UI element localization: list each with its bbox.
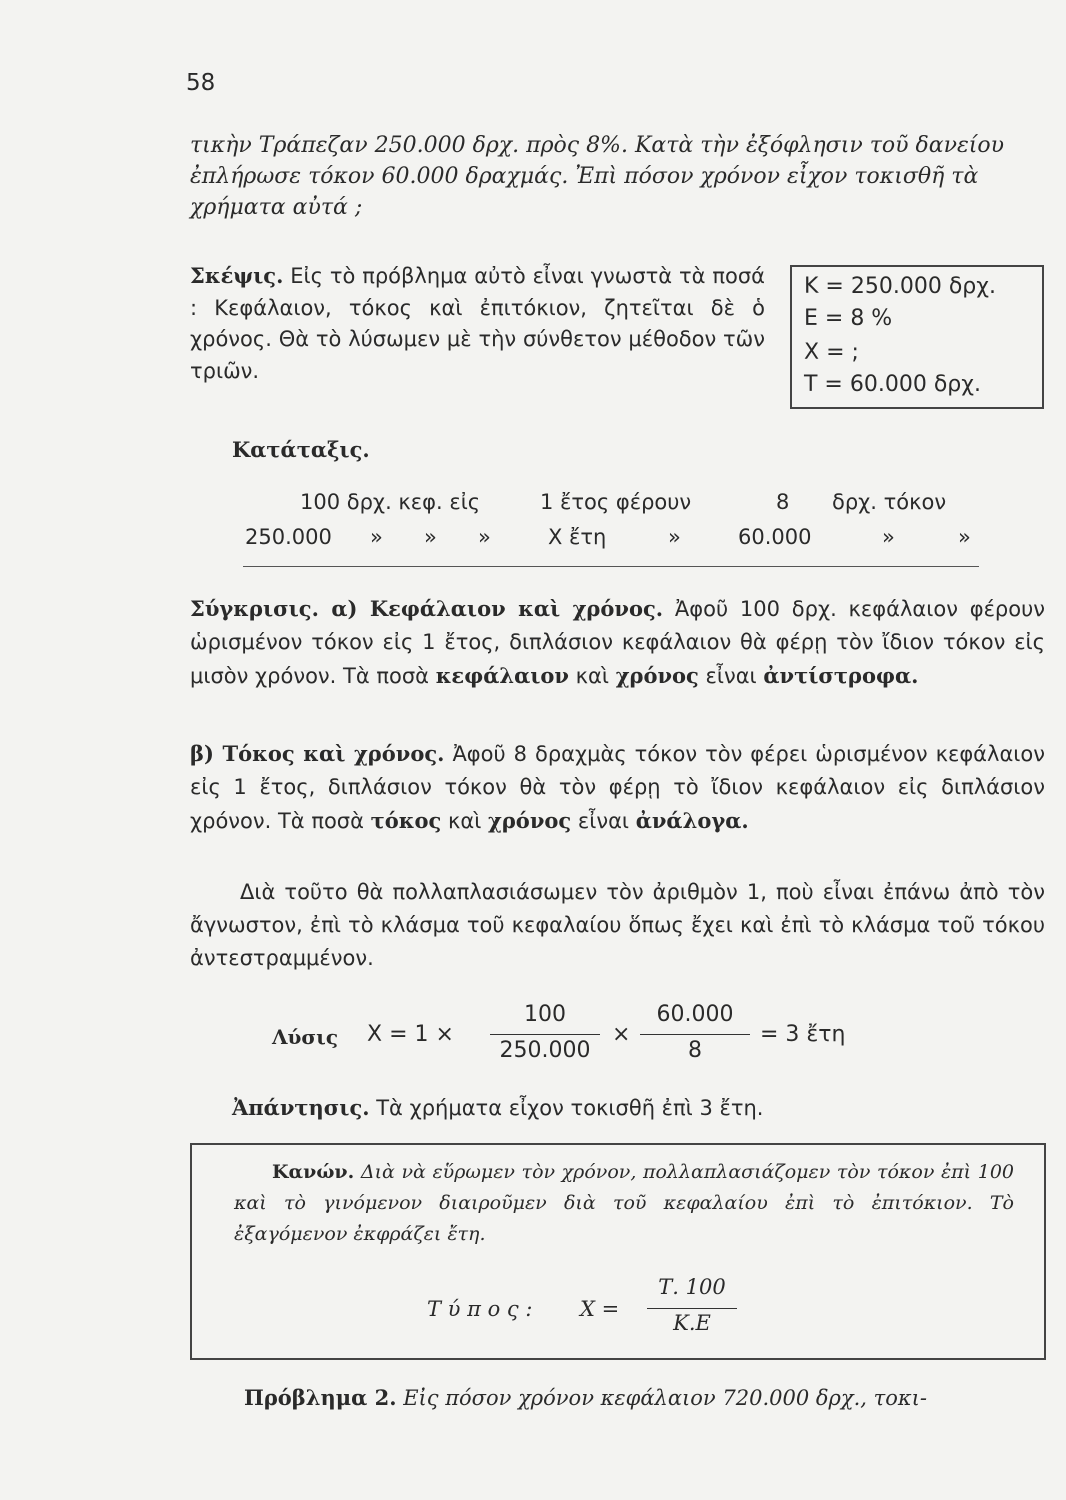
arrangement-row2-col4: » <box>478 525 491 549</box>
arrangement-row1-col3: 8 <box>776 490 790 514</box>
comparison-a-term1: κεφάλαιον <box>435 663 569 688</box>
comparison-b-paragraph <box>190 737 1045 838</box>
given-values-box <box>790 265 1044 409</box>
thinking-text: Εἰς τὸ πρόβλημα αὐτὸ εἶναι γνωστὰ τὰ ποσά : Κεφάλαιον, τόκος καὶ ἐπιτόκιον, ζητεῖται δὲ ὁ χρόνος. Θὰ τὸ λύσωμεν μὲ τὴν σύνθετον μέθοδον τῶν τριῶν. <box>190 264 765 383</box>
comparison-a-text: Ἀφοῦ 100 δρχ. κεφάλαιον φέρουν ὡρισμένον τόκον εἰς 1 ἔτος, διπλάσιον κεφάλαιον θὰ φέρῃ τὸν ἴδιον τόκον εἰς μισὸν χρόνον. Τὰ ποσὰ <box>190 597 1045 688</box>
arrangement-row2-col6: » <box>668 525 681 549</box>
formula-bar <box>647 1308 737 1309</box>
thinking-label: Σκέψις. <box>190 263 284 288</box>
rule-label: Κανών. <box>272 1161 355 1183</box>
comparison-a-term2: χρόνος <box>615 663 699 688</box>
arrangement-row2-col7: 60.000 <box>738 525 812 549</box>
answer-line <box>232 1095 763 1120</box>
formula-denominator: Κ.Ε <box>673 1311 711 1335</box>
arrangement-row2-col9: » <box>958 525 971 549</box>
arrangement-row1-col1: 100 δρχ. κεφ. εἰς <box>300 490 481 514</box>
comparison-a-conclusion: ἀντίστροφα. <box>763 663 919 688</box>
fraction1-numerator: 100 <box>524 1002 566 1027</box>
solution-result: = 3 ἔτη <box>760 1022 846 1047</box>
fraction2-denominator: 8 <box>688 1038 702 1063</box>
problem-continuation: τικὴν Τράπεζαν 250.000 δρχ. πρὸς 8%. Κατὰ τὴν ἐξόφλησιν τοῦ δανείου ἐπλήρωσε τόκον 60.000 δραχμάς. Ἐπὶ πόσον χρόνον εἶχον τοκισθῆ τὰ χρήματα αὐτά ; <box>190 133 1004 220</box>
arrangement-row2-col2: » <box>370 525 383 549</box>
given-capital: Κ = 250.000 δρχ. <box>804 274 996 299</box>
comparison-b-term1: τόκος <box>370 808 442 833</box>
arrangement-divider <box>243 566 979 567</box>
arrangement-row2-col8: » <box>882 525 895 549</box>
fraction1-denominator: 250.000 <box>499 1038 591 1063</box>
method-paragraph: Διὰ τοῦτο θὰ πολλαπλασιάσωμεν τὸν ἀριθμὸν 1, ποὺ εἶναι ἐπάνω ἀπὸ τὸν ἄγνωστον, ἐπὶ τὸ κλάσμα τοῦ κεφαλαίου ὅπως ἔχει καὶ ἐπὶ τὸ κλάσμα τοῦ τόκου ἀντεστραμμένον. <box>190 880 1045 970</box>
comparison-b-and: καὶ <box>448 809 482 833</box>
comparison-b-term2: χρόνος <box>488 808 572 833</box>
comparison-a-label: Σύγκρισις. α) Κεφάλαιον καὶ χρόνος. <box>190 596 664 621</box>
rule-text: Διὰ νὰ εὕρωμεν τὸν χρόνον, πολλαπλασιάζομεν τὸν τόκον ἐπὶ 100 καὶ τὸ γινόμενον διαιροῦμεν διὰ τοῦ κεφαλαίου ἐπὶ τὸ ἐπιτόκιον. Τὸ ἐξαγόμενον ἐκφράζει ἔτη. <box>234 1161 1014 1245</box>
comparison-b-conclusion: ἀνάλογα. <box>635 808 749 833</box>
comparison-a-are: εἶναι <box>705 664 757 688</box>
next-problem-line <box>244 1385 927 1410</box>
arrangement-row1-col4: δρχ. τόκον <box>832 490 947 514</box>
answer-text: Τὰ χρήματα εἶχον τοκισθῆ ἐπὶ 3 ἔτη. <box>376 1096 764 1120</box>
solution-label: Λύσις <box>272 1025 338 1049</box>
solution-times: × <box>612 1022 631 1047</box>
comparison-b-are: εἶναι <box>577 809 630 833</box>
thinking-paragraph <box>190 260 765 387</box>
comparison-b-label: β) Τόκος καὶ χρόνος. <box>190 741 445 766</box>
given-rate: Ε = 8 % <box>804 306 893 331</box>
comparison-a-paragraph <box>190 592 1045 693</box>
fraction2-numerator: 60.000 <box>656 1002 734 1027</box>
arrangement-row2-col1: 250.000 <box>245 525 332 549</box>
next-problem-text: Εἰς πόσον χρόνον κεφάλαιον 720.000 δρχ., τοκι- <box>403 1386 927 1410</box>
next-problem-label: Πρόβλημα 2. <box>244 1385 397 1410</box>
solution-lhs: Χ = 1 × <box>367 1022 454 1047</box>
given-interest: Τ = 60.000 δρχ. <box>804 372 981 397</box>
fraction2-bar <box>640 1034 750 1035</box>
arrangement-label: Κατάταξις. <box>232 437 370 462</box>
formula-lhs: Χ = <box>580 1297 620 1321</box>
rule-paragraph <box>234 1157 1014 1250</box>
answer-label: Ἀπάντησις. <box>232 1095 370 1120</box>
rule-box <box>190 1143 1046 1360</box>
page-number: 58 <box>186 70 216 96</box>
given-time: Χ = ; <box>804 340 859 365</box>
arrangement-row2-col3: » <box>424 525 437 549</box>
comparison-b-text: Ἀφοῦ 8 δραχμὰς τόκον τὸν φέρει ὡρισμένον κεφάλαιον εἰς 1 ἔτος, διπλάσιον τόκον θὰ τὸν φέρῃ τὸ ἴδιον κεφάλαιον εἰς διπλάσιον χρόνον. Τὰ ποσὰ <box>190 742 1045 833</box>
formula-label: Τ ύ π ο ς : <box>427 1297 533 1321</box>
arrangement-row2-col5: Χ ἔτη <box>548 525 607 549</box>
fraction1-bar <box>490 1034 600 1035</box>
arrangement-row1-col2: 1 ἔτος φέρουν <box>540 490 692 514</box>
formula-numerator: Τ. 100 <box>658 1275 726 1299</box>
comparison-a-and: καὶ <box>575 664 609 688</box>
